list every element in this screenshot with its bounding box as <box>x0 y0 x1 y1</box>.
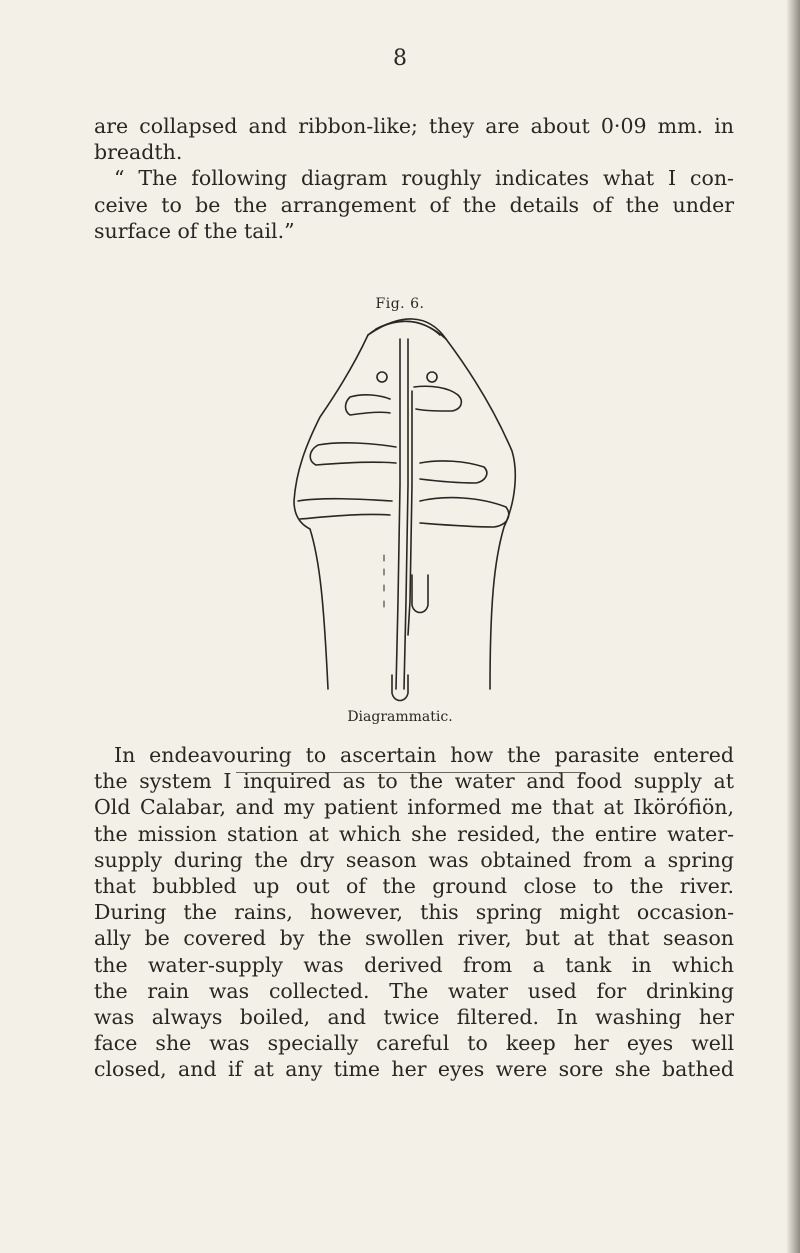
text-line: Old Calabar, and my patient informed me that at Ikörófiön, <box>94 795 734 820</box>
text-line: In endeavouring to ascertain how the parasite entered <box>114 743 734 767</box>
tail-outline-left <box>294 335 368 689</box>
right-segment-1 <box>414 386 461 411</box>
text-line: that bubbled up out of the ground close to the river. <box>94 874 734 899</box>
tail-outline-right <box>368 319 515 689</box>
left-segment-1 <box>346 395 391 415</box>
text-line: are collapsed and ribbon-like; they are about 0·09 mm. in <box>94 114 734 138</box>
text-line: the rain was collected. The water used for drinking <box>94 978 734 1003</box>
page-edge-shadow <box>786 0 800 1253</box>
text-line: During the rains, however, this spring might occasion- <box>94 900 734 925</box>
median-line-2 <box>404 339 408 689</box>
text-line: was always boiled, and twice filtered. In washing her <box>94 1005 734 1030</box>
left-segment-2 <box>310 443 396 465</box>
paragraph-water-supply <box>94 742 734 1083</box>
text-line: ally be covered by the swollen river, but at that season <box>94 926 734 951</box>
figure-label: Fig. 6. <box>375 296 425 312</box>
figure-caption: Diagrammatic. <box>347 709 453 725</box>
text-line: the mission station at which she resided, the entire water- <box>94 821 734 846</box>
text-line: breadth. <box>94 140 183 165</box>
median-line-1 <box>396 339 400 689</box>
paragraph-ribbon-breadth <box>94 113 734 244</box>
text-line: the system I inquired as to the water and food supply at <box>94 769 734 794</box>
text-line: closed, and if at any time her eyes were sore she bathed <box>94 1057 734 1082</box>
text-line: “ The following diagram roughly indicates what I con- <box>114 166 734 191</box>
tail-diagram <box>280 305 520 705</box>
text-line: surface of the tail.” <box>94 218 295 243</box>
left-segment-3 <box>298 499 392 519</box>
text-line: face she was specially careful to keep her eyes well <box>94 1031 734 1056</box>
page-number: 8 <box>393 46 407 71</box>
right-segment-2 <box>420 461 487 483</box>
text-line: supply during the dry season was obtained from a spring <box>94 847 734 872</box>
text-line: ceive to be the arrangement of the details of the under <box>94 192 734 217</box>
pore-right <box>427 372 437 382</box>
central-loop-upper <box>412 575 428 613</box>
central-loop-lower <box>392 675 408 701</box>
pore-left <box>377 372 387 382</box>
right-segment-3 <box>420 498 509 527</box>
text-line: the water-supply was derived from a tank in which <box>94 952 734 977</box>
